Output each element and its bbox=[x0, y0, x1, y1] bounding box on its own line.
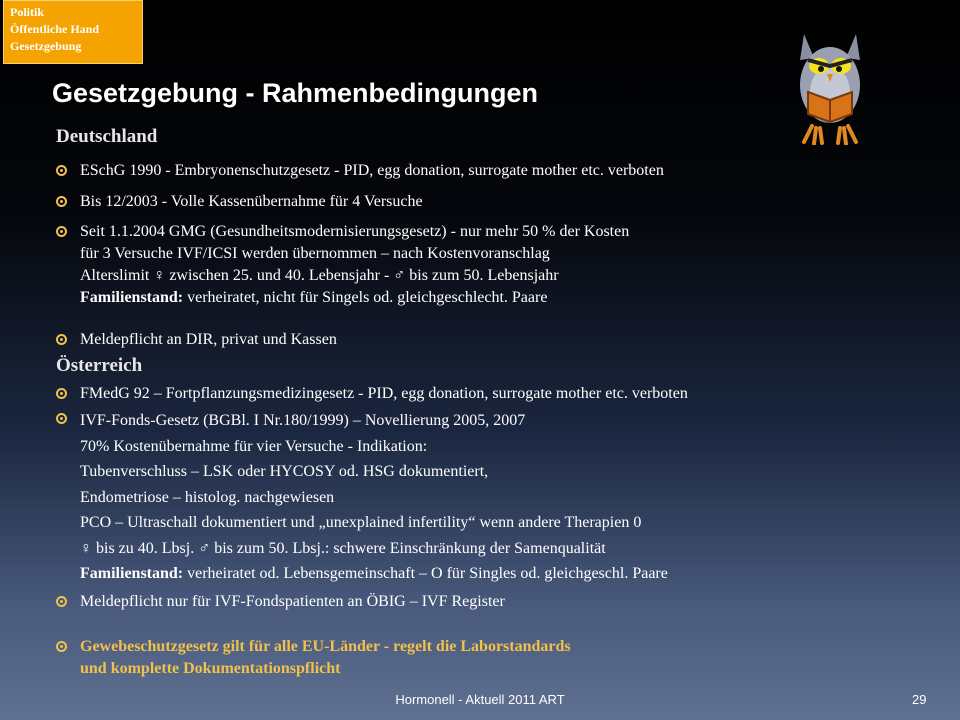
bullet-text: ESchG 1990 - Embryonenschutzgesetz - PID, egg donation, surrogate mother etc. verboten bbox=[80, 162, 664, 179]
circle-bullet-icon bbox=[56, 596, 67, 607]
bullet-text: 70% Kostenübernahme für vier Versuche - Indikation: bbox=[80, 437, 428, 455]
circle-bullet-icon bbox=[56, 165, 67, 176]
bullet-text: Alterslimit ♀ zwischen 25. und 40. Lebensjahr - ♂ bis zum 50. Lebensjahr bbox=[80, 267, 559, 284]
bullet-text: für 3 Versuche IVF/ICSI werden übernommen – nach Kostenvoranschlag bbox=[80, 245, 550, 262]
bullet-text: Gewebeschutzgesetz gilt für alle EU-Länder - regelt die Laborstandards bbox=[80, 638, 571, 655]
circle-bullet-icon bbox=[56, 226, 67, 237]
bullet-text bbox=[80, 561, 668, 587]
bullet-text: Meldepflicht an DIR, privat und Kassen bbox=[80, 331, 337, 348]
heading-austria: Österreich bbox=[56, 355, 143, 376]
slide-title: Gesetzgebung - Rahmenbedingungen bbox=[52, 78, 539, 108]
heading-germany: Deutschland bbox=[56, 126, 158, 147]
circle-bullet-icon bbox=[56, 196, 67, 207]
bullet-text: Bis 12/2003 - Volle Kassenübernahme für 4 Versuche bbox=[80, 193, 423, 210]
tag-line-2: Öffentliche Hand bbox=[10, 22, 99, 36]
bullet-text: IVF-Fonds-Gesetz (BGBl. I Nr.180/1999) – Novellierung 2005, 2007 bbox=[80, 412, 526, 429]
field-value: verheiratet, nicht für Singels od. gleichgeschlecht. Paare bbox=[183, 289, 548, 306]
bullet-eschg bbox=[56, 160, 664, 182]
field-value: verheiratet od. Lebensgemeinschaft – O für Singles od. gleichgeschl. Paare bbox=[183, 565, 668, 582]
bullet-fmedg bbox=[56, 383, 688, 405]
bullet-text: Seit 1.1.2004 GMG (Gesundheitsmodernisierungsgesetz) - nur mehr 50 % der Kosten bbox=[80, 223, 630, 240]
bullet-meldepflicht-oebig bbox=[56, 591, 505, 613]
tag-line-3: Gesetzgebung bbox=[10, 39, 82, 53]
field-label: Familienstand: bbox=[80, 289, 184, 306]
circle-bullet-icon bbox=[56, 413, 67, 424]
bullet-text: Tubenverschluss – LSK oder HYCOSY od. HSG dokumentiert, bbox=[80, 463, 489, 480]
section-tag bbox=[3, 0, 143, 64]
field-label: Familienstand: bbox=[80, 565, 184, 582]
bullet-kassen-2003 bbox=[56, 191, 423, 213]
bullet-text: Meldepflicht nur für IVF-Fondspatienten an ÖBIG – IVF Register bbox=[80, 593, 505, 610]
bullet-ivf-fonds bbox=[56, 408, 668, 587]
bullet-meldepflicht-dir bbox=[56, 329, 337, 351]
circle-bullet-icon bbox=[56, 641, 67, 652]
bullet-gewebeschutzgesetz bbox=[56, 636, 571, 680]
bullet-text: FMedG 92 – Fortpflanzungsmedizingesetz - PID, egg donation, surrogate mother etc. verboten bbox=[80, 385, 688, 402]
tag-line-1: Politik bbox=[10, 5, 45, 19]
bullet-gmg bbox=[56, 221, 629, 309]
bullet-text: PCO – Ultraschall dokumentiert und „unexplained infertility“ wenn andere Therapien 0 bbox=[80, 514, 642, 531]
circle-bullet-icon bbox=[56, 334, 67, 345]
owl-reading-book-icon bbox=[790, 30, 870, 145]
circle-bullet-icon bbox=[56, 388, 67, 399]
bullet-text: ♀ bis zu 40. Lbsj. ♂ bis zum 50. Lbsj.: schwere Einschränkung der Samenqualität bbox=[80, 539, 606, 557]
bullet-text: und komplette Dokumentationspflicht bbox=[80, 660, 341, 677]
bullet-text bbox=[80, 287, 629, 309]
bullet-text: Endometriose – histolog. nachgewiesen bbox=[80, 488, 335, 506]
page-number: 29 bbox=[912, 692, 927, 707]
slide-footer: Hormonell - Aktuell 2011 ART bbox=[395, 692, 565, 707]
